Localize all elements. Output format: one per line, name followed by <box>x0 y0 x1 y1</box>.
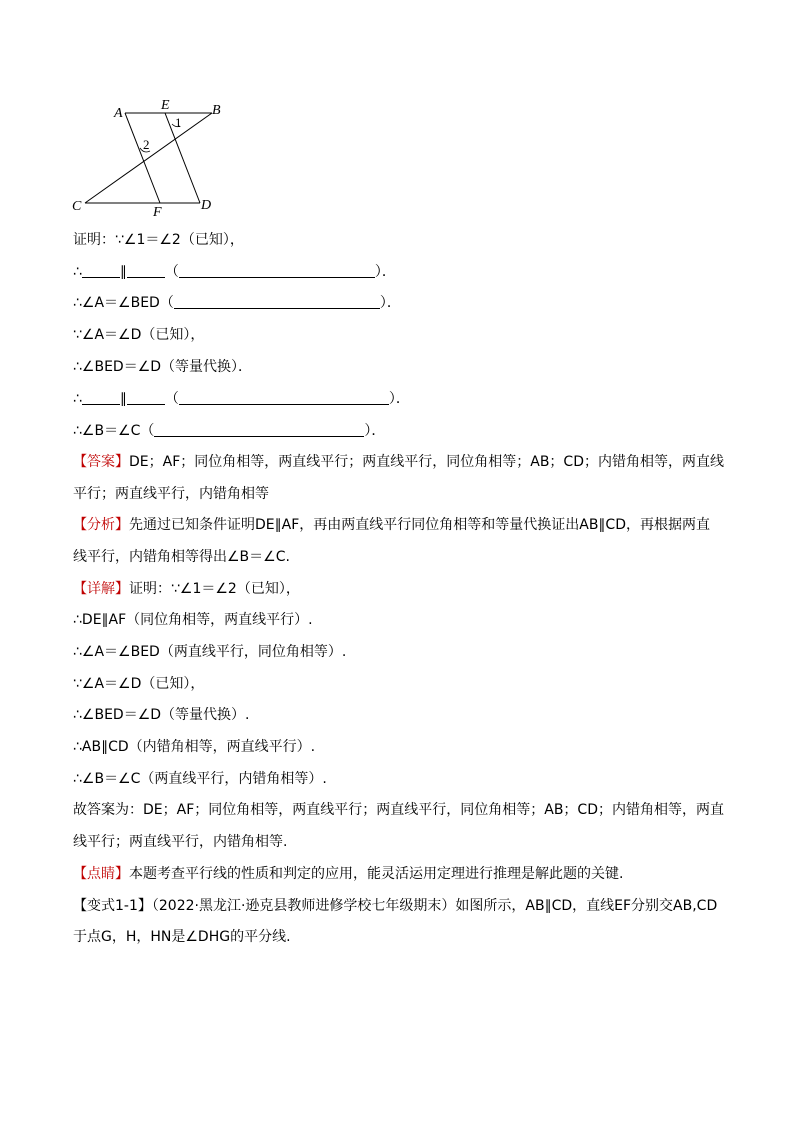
label-2: 2 <box>143 137 150 152</box>
answer-line-1: 【答案】DE；AF；同位角相等，两直线平行；两直线平行，同位角相等；AB；CD；内错角相等，两直线 <box>73 454 724 470</box>
detail-line-6: ∴AB∥CD（内错角相等，两直线平行）. <box>73 739 316 755</box>
segment-ed <box>165 113 200 203</box>
blank-field[interactable] <box>127 263 165 278</box>
detail-tag: 【详解】 <box>73 581 129 597</box>
variant-line-2: 于点G，H，HN是∠DHG的平分线. <box>73 929 291 945</box>
variant-line-1: 【变式1-1】（2022·黑龙江·逊克县教师进修学校七年级期末）如图所示，AB∥CD，直线EF分别交AB,CD <box>73 898 718 914</box>
blank-field[interactable] <box>127 390 165 405</box>
proof-line-2: ∴ ∥ （ ）． <box>73 264 396 280</box>
proof-line-6: ∴ ∥ （ ）． <box>73 391 410 407</box>
answer-tag: 【答案】 <box>73 454 129 470</box>
detail-line-3: ∴∠A＝∠BED（两直线平行，同位角相等）. <box>73 644 347 660</box>
answer-line-2: 平行；两直线平行，内错角相等 <box>73 486 269 502</box>
blank-field[interactable] <box>179 390 389 405</box>
proof-line-5: ∴∠BED＝∠D（等量代换）． <box>73 359 253 375</box>
label-1: 1 <box>175 115 182 130</box>
label-e: E <box>161 98 170 113</box>
geometry-figure <box>66 92 236 222</box>
variant-source: （2022·黑龙江·逊克县教师进修学校七年级期末） <box>151 898 456 914</box>
blank-field[interactable] <box>174 294 380 309</box>
detail-line-7: ∴∠B＝∠C（两直线平行，内错角相等）. <box>73 771 327 787</box>
label-d: D <box>201 198 212 213</box>
blank-field[interactable] <box>82 390 120 405</box>
proof-line-7: ∴∠B＝∠C（ ）． <box>73 423 386 439</box>
detail-line-5: ∴∠BED＝∠D（等量代换）. <box>73 707 250 723</box>
proof-line-1: 证明：∵∠1＝∠2（已知）， <box>73 232 244 248</box>
label-f: F <box>153 205 162 220</box>
analysis-line-2: 线平行，内错角相等得出∠B＝∠C. <box>73 549 290 565</box>
comment-line: 【点睛】本题考查平行线的性质和判定的应用，能灵活运用定理进行推理是解此题的关键. <box>73 866 624 882</box>
segment-bc <box>85 113 212 203</box>
detail-line-4: ∵∠A＝∠D（已知）， <box>73 676 205 692</box>
comment-tag: 【点睛】 <box>73 866 129 882</box>
detail-line-2: ∴DE∥AF（同位角相等，两直线平行）. <box>73 612 313 628</box>
proof-line-4: ∵∠A＝∠D（已知）， <box>73 327 205 343</box>
variant-tag: 【变式1-1】 <box>73 898 152 914</box>
blank-field[interactable] <box>154 422 364 437</box>
analysis-tag: 【分析】 <box>73 517 129 533</box>
detail-line-1: 【详解】证明：∵∠1＝∠2（已知）， <box>73 581 300 597</box>
proof-line-3: ∴∠A＝∠BED（ ）． <box>73 295 401 311</box>
label-b: B <box>212 103 221 118</box>
segment-af <box>125 113 160 203</box>
blank-field[interactable] <box>82 263 120 278</box>
label-a: A <box>114 106 123 121</box>
analysis-line-1: 【分析】先通过已知条件证明DE∥AF，再由两直线平行同位角相等和等量代换证出AB∥CD，再根据两直 <box>73 517 710 533</box>
label-c: C <box>72 199 82 214</box>
blank-field[interactable] <box>179 263 375 278</box>
detail-line-8: 故答案为：DE；AF；同位角相等，两直线平行；两直线平行，同位角相等；AB；CD；内错角相等，两直 <box>73 802 724 818</box>
detail-line-9: 线平行；两直线平行，内错角相等. <box>73 834 288 850</box>
